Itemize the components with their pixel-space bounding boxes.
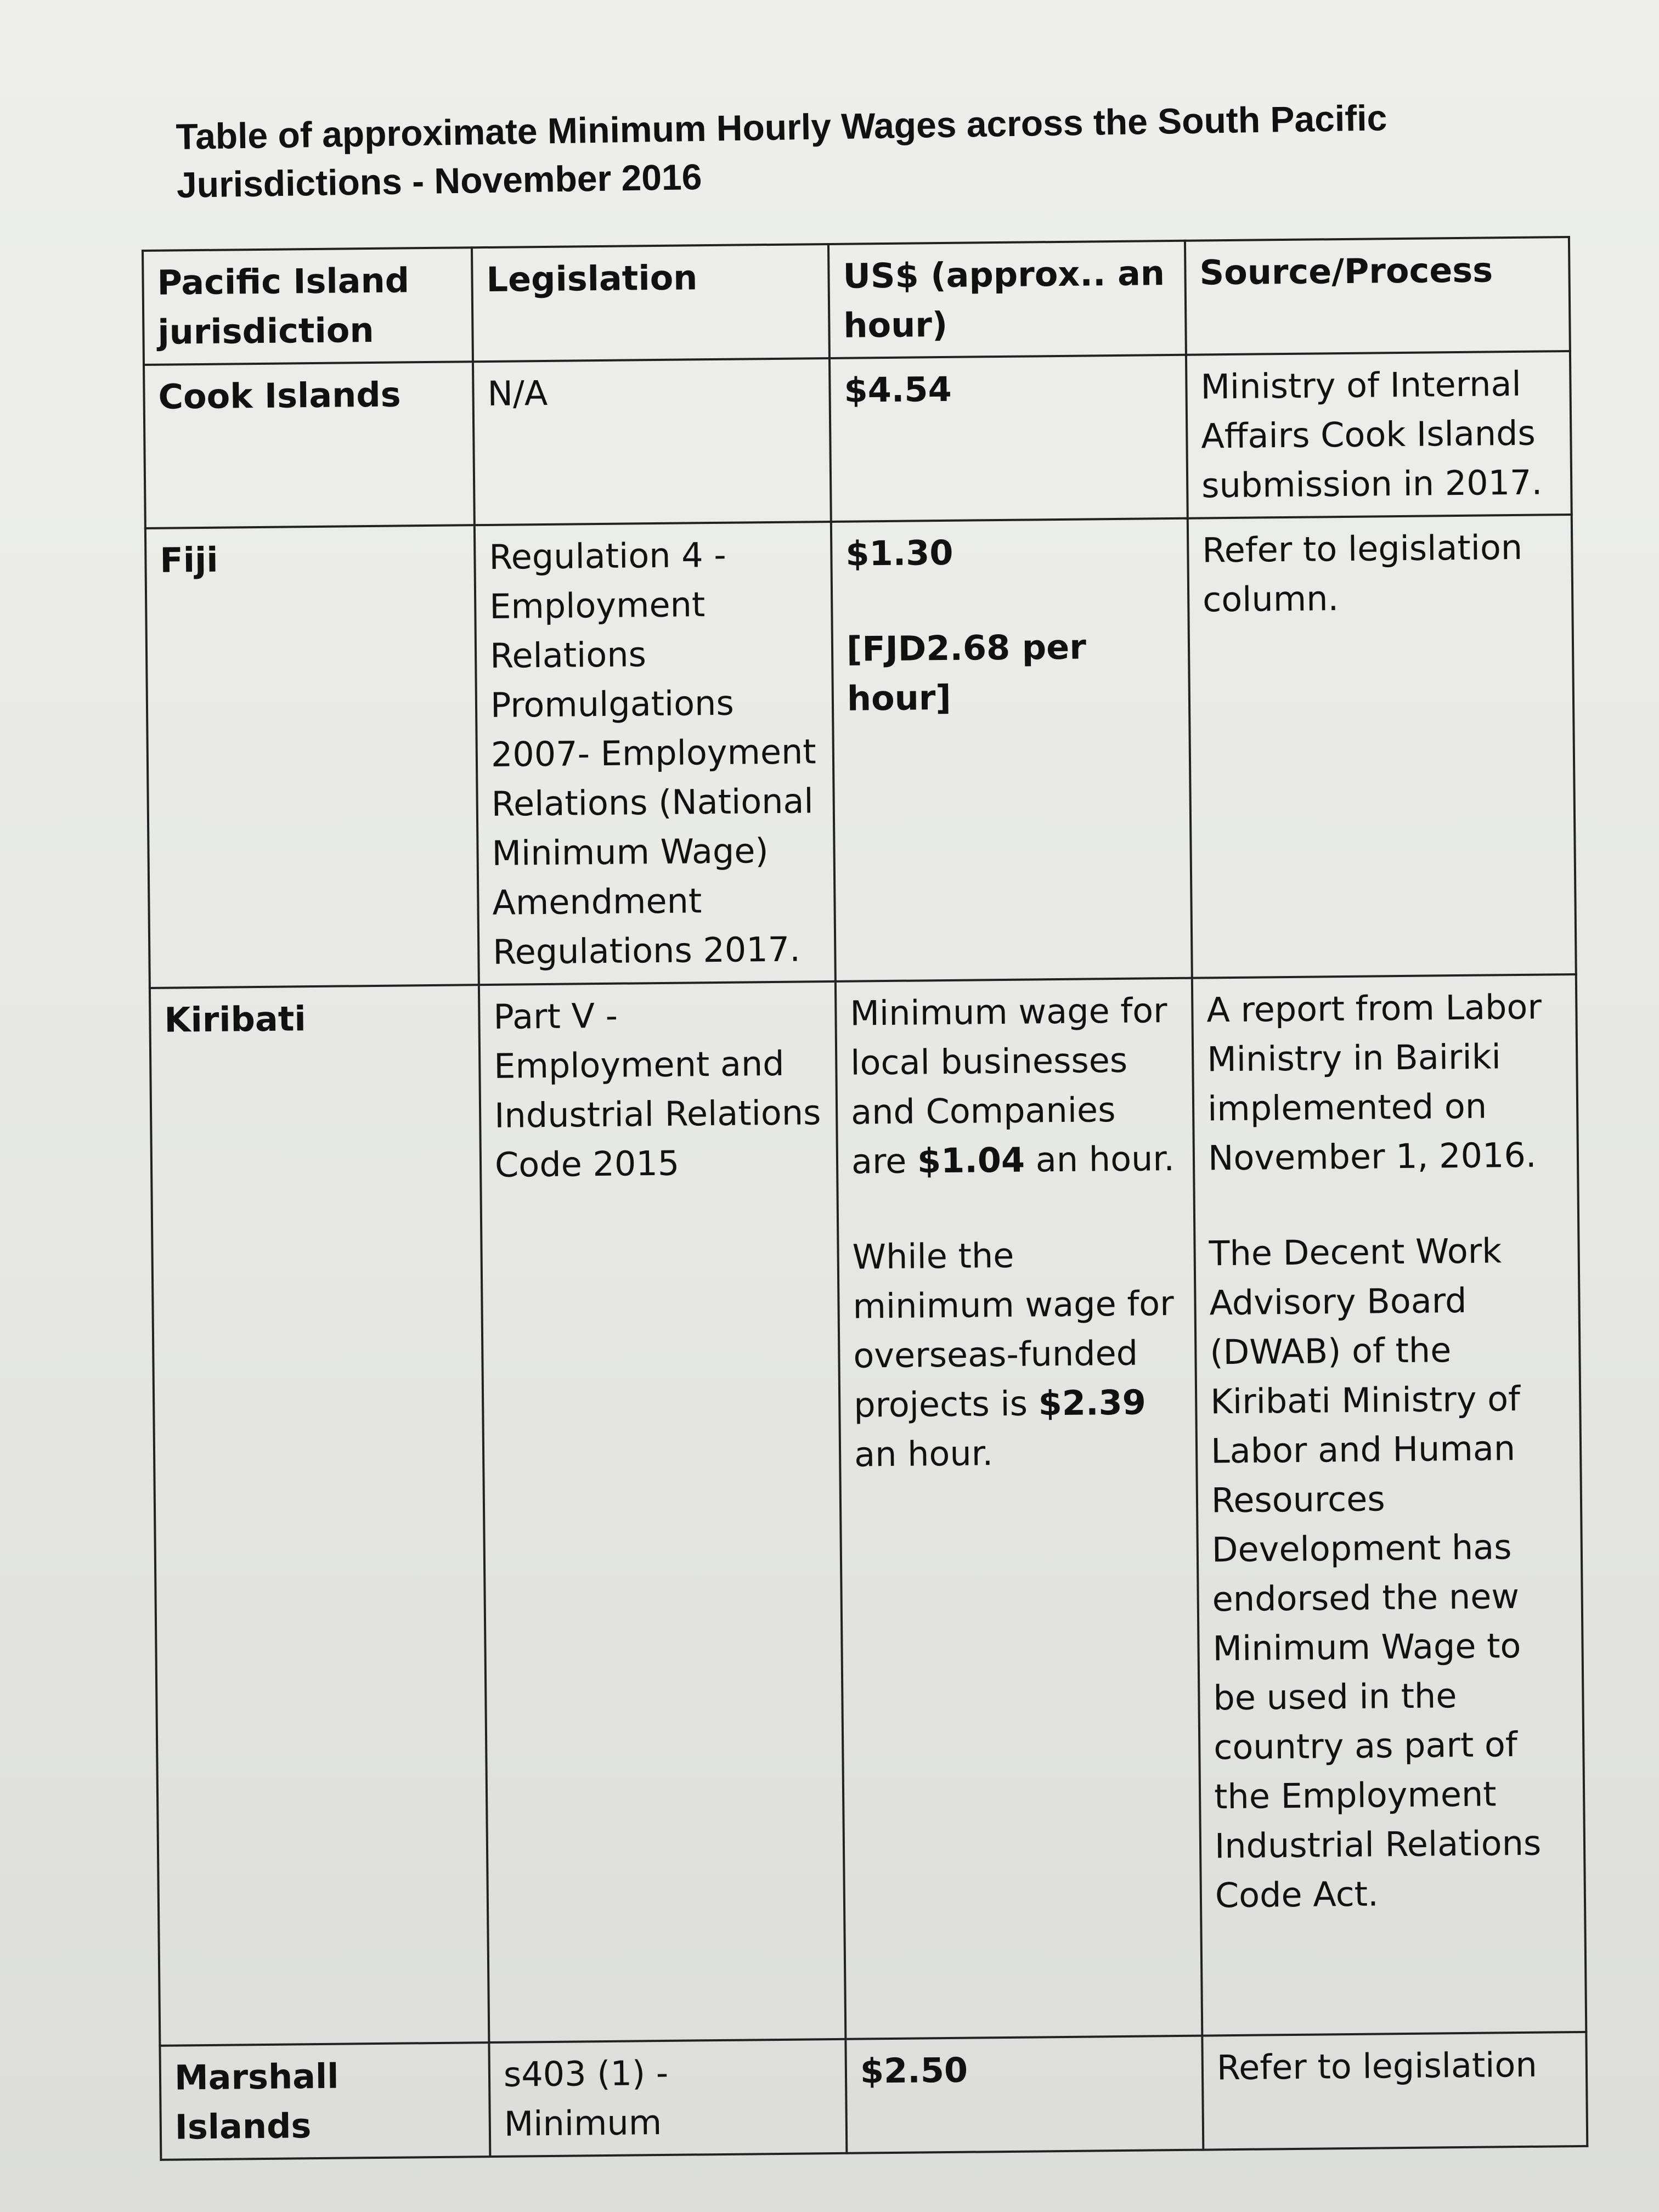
usd-value: $2.39 xyxy=(1038,1382,1147,1424)
usd-text: an hour. xyxy=(1035,1138,1175,1180)
cell-usd: $4.54 xyxy=(830,355,1188,522)
table-row-kiribati xyxy=(150,974,1586,2046)
cell-jurisdiction: Kiribati xyxy=(150,985,489,2046)
document-title: Table of approximate Minimum Hourly Wages across the South Pacific Jurisdictions - November 2016 xyxy=(176,97,1387,205)
local-currency-note: [FJD2.68 per hour] xyxy=(846,627,1087,719)
table-row-fiji xyxy=(145,515,1576,988)
cell-source: Refer to legislation column. xyxy=(1188,515,1576,978)
usd-paragraph-overseas xyxy=(852,1229,1182,1480)
usd-text: While the minimum wage for overseas-funded projects is xyxy=(852,1235,1174,1425)
usd-value: $1.30 xyxy=(845,532,953,574)
table-row-marshall-islands xyxy=(160,2032,1587,2160)
wage-table-container xyxy=(142,236,1586,2161)
cell-jurisdiction: Fiji xyxy=(145,525,479,988)
usd-text: Minimum wage for local businesses and Companies are xyxy=(850,990,1167,1182)
cell-legislation: N/A xyxy=(473,358,831,525)
header-source: Source/Process xyxy=(1185,237,1570,355)
cell-jurisdiction: Cook Islands xyxy=(144,362,475,528)
cell-jurisdiction: Marshall Islands xyxy=(160,2042,490,2160)
cell-usd xyxy=(831,518,1192,981)
usd-value: $1.04 xyxy=(917,1139,1025,1181)
cell-legislation: Regulation 4 - Employment Relations Promulgations 2007- Employment Relations (National Minimum Wage) Amendment Regulations 2017. xyxy=(475,522,836,985)
table-header-row xyxy=(143,237,1570,365)
table-row-cook-islands xyxy=(144,351,1572,528)
cell-source xyxy=(1192,974,1586,2036)
source-paragraph: The Decent Work Advisory Board (DWAB) of the Kiribati Ministry of Labor and Human Resources Development has endorsed the new Minimum Wage to be used in the country as part of the Employment Industrial Relations Code Act. xyxy=(1209,1231,1542,1916)
cell-source: Ministry of Internal Affairs Cook Islands submission in 2017. xyxy=(1186,351,1572,518)
spacer xyxy=(851,1183,1180,1233)
source-paragraph: A report from Labor Ministry in Bairiki implemented on November 1, 2016. xyxy=(1206,986,1542,1178)
cell-source: Refer to legislation xyxy=(1202,2032,1587,2150)
spacer xyxy=(1208,1180,1564,1229)
cell-usd: $2.50 xyxy=(845,2036,1203,2153)
usd-paragraph-local xyxy=(850,986,1180,1187)
cell-usd xyxy=(836,978,1202,2039)
usd-text: an hour. xyxy=(854,1433,994,1475)
spacer xyxy=(846,575,1175,625)
header-jurisdiction: Pacific Island jurisdiction xyxy=(143,247,473,365)
minimum-wage-table xyxy=(142,236,1588,2161)
header-legislation: Legislation xyxy=(472,244,830,362)
header-usd: US$ (approx.. an hour) xyxy=(828,241,1186,358)
cell-legislation: s403 (1) - Minimum xyxy=(489,2039,847,2157)
cell-legislation: Part V - Employment and Industrial Relations Code 2015 xyxy=(479,981,845,2042)
